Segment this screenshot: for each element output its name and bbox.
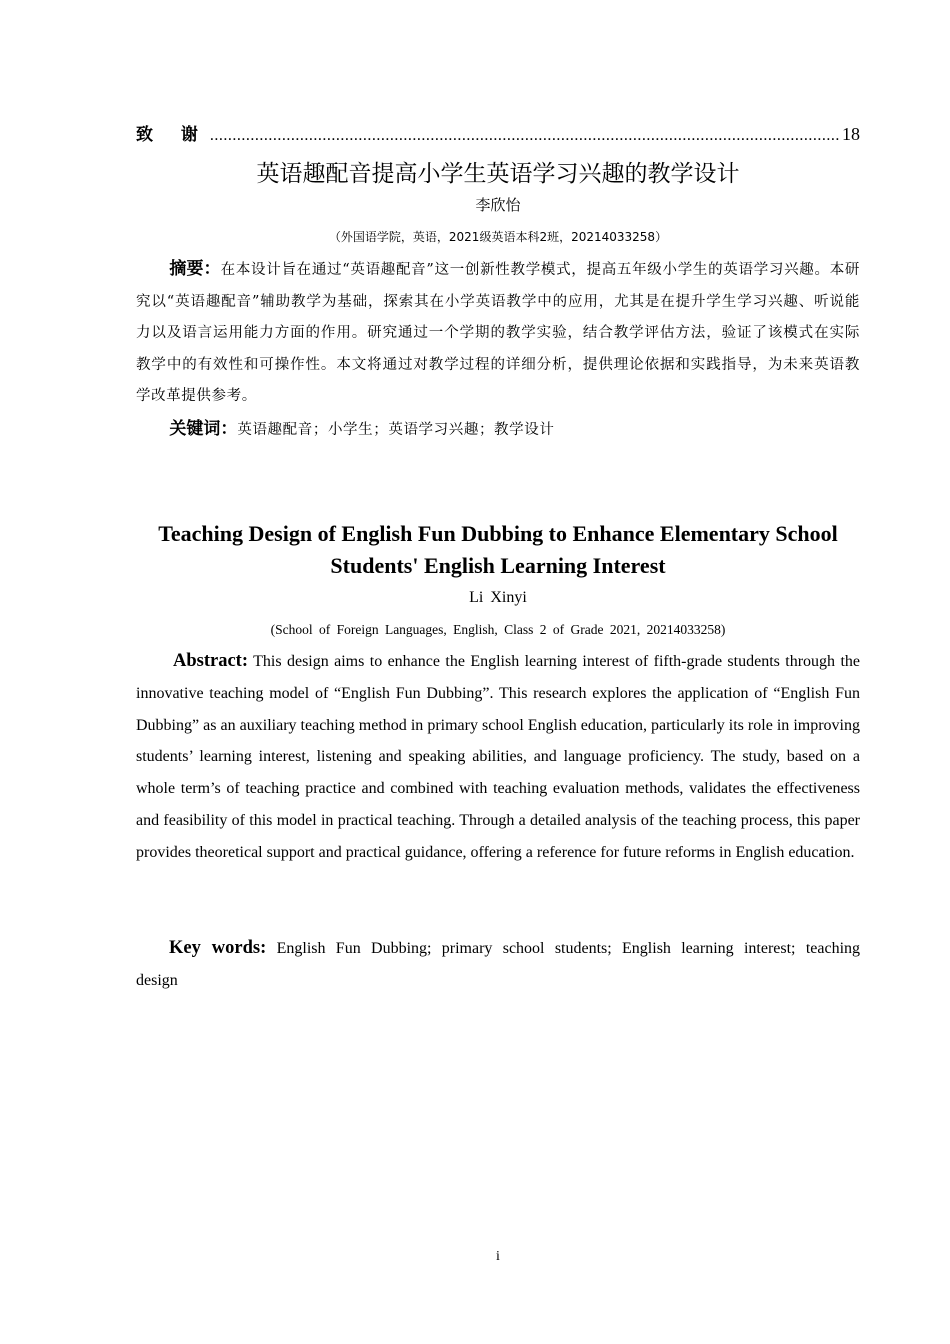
toc-leader-dots xyxy=(210,127,841,145)
toc-entry-page-number: 18 xyxy=(842,124,860,144)
english-author: Li Xinyi xyxy=(469,589,527,606)
english-keywords-label: Key words: xyxy=(169,938,267,958)
english-keywords-text: English Fun Dubbing; primary school students; English learning interest; teaching design xyxy=(136,940,861,989)
toc-entry-label: 致 谢 xyxy=(136,125,209,145)
page-number: i xyxy=(496,1249,500,1264)
chinese-abstract-label: 摘要： xyxy=(169,259,221,279)
chinese-keywords-text: 英语趣配音；小学生；英语学习兴趣；教学设计 xyxy=(237,422,555,438)
english-abstract-label: Abstract: xyxy=(173,651,249,671)
toc-entry-acknowledgements[interactable] xyxy=(136,120,860,146)
chinese-affiliation: （外国语学院，英语，2021级英语本科2班，20214033258） xyxy=(328,230,668,244)
chinese-title: 英语趣配音提高小学生英语学习兴趣的教学设计 xyxy=(256,161,740,187)
chinese-abstract xyxy=(136,254,860,413)
chinese-keywords-label: 关键词： xyxy=(169,419,238,439)
chinese-abstract-text: 在本设计旨在通过“英语趣配音”这一创新性教学模式，提高五年级小学生的英语学习兴趣。本研究以“英语趣配音”辅助教学为基础，探索其在小学英语教学中的应用，尤其是在提升学生学习兴趣、听说能力以及语言运用能力方面的作用。研究通过一个学期的教学实验，结合教学评估方法，验证了该模式在实际教学中的有效性和可操作性。本文将通过对教学过程的详细分析，提供理论依据和实践指导，为未来英语教学改革提供参考。 xyxy=(136,262,861,404)
chinese-author: 李欣怡 xyxy=(475,196,521,214)
chinese-keywords xyxy=(136,414,860,447)
english-abstract-text: This design aims to enhance the English learning interest of fifth-grade students through the innovative teaching model of “English Fun Dubbing”. This research explores the application of “English Fun Dubbing” as an auxiliary teaching method in primary school English education, particularly its role in improving students’ learning interest, listening and speaking abilities, and language proficiency. The study, based on a whole term’s of teaching practice and combined with teaching evaluation methods, validates the effectiveness and feasibility of this model in practical teaching. Through a detailed analysis of the teaching process, this paper provides theoretical support and practical guidance, offering a reference for future reforms in English education. xyxy=(136,653,860,861)
english-affiliation: (School of Foreign Languages, English, Class 2 of Grade 2021, 20214033258) xyxy=(270,622,726,637)
english-abstract xyxy=(136,646,860,869)
english-title: Teaching Design of English Fun Dubbing to Enhance Elementary School Students' English Learning Interest xyxy=(158,521,838,578)
english-keywords xyxy=(136,933,860,997)
